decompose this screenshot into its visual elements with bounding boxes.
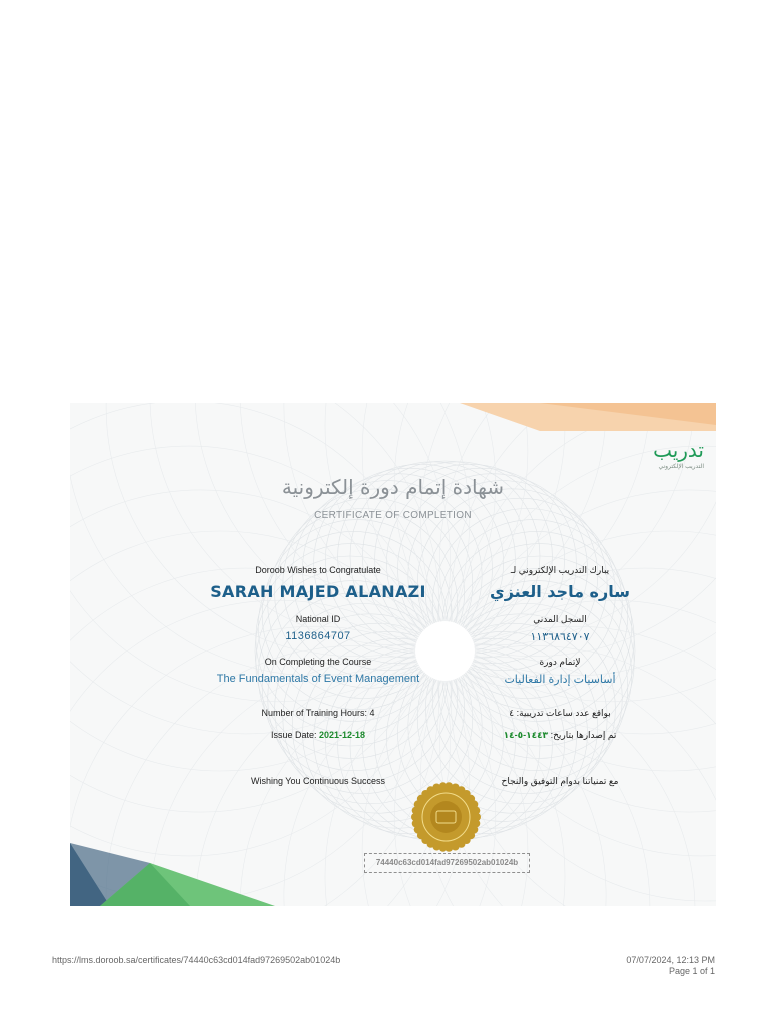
issue-date-value: 2021-12-18 [319, 730, 366, 740]
recipient-name-ar: ساره ماجد العنزي [490, 582, 630, 601]
footer-url: https://lms.doroob.sa/certificates/74440c63cd014fad97269502ab01024b [52, 955, 341, 965]
wishing-text: Wishing You Continuous Success [250, 776, 386, 786]
national-id-label: National ID [295, 614, 341, 624]
issue-date-value-ar: ١٤٤٣-٥-١٤ [503, 730, 549, 740]
issue-date-label-ar: تم إصدارها بتاريخ: [550, 730, 617, 740]
national-id-label-ar: السجل المدني [533, 614, 587, 624]
footer-print-info [626, 955, 715, 977]
gold-seal-icon [410, 781, 482, 853]
certificate-hash: 74440c63cd014fad97269502ab01024b [364, 853, 530, 873]
issue-date-row-ar [445, 730, 675, 741]
national-id-value-ar: ١١٣٦٨٦٤٧٠٧ [530, 631, 590, 643]
training-hours: Number of Training Hours: 4 [261, 708, 375, 718]
recipient-name-en: SARAH MAJED ALANAZI [210, 582, 426, 601]
national-id-value: 1136864707 [285, 630, 351, 642]
logo-text: تدريب [653, 438, 704, 462]
congratulate-label: Doroob Wishes to Congratulate [255, 565, 381, 575]
wishing-text-ar: مع تمنياتنا بدوام التوفيق والنجاح [501, 776, 619, 786]
certificate [70, 403, 716, 906]
congratulate-label-ar: يبارك التدريب الإلكتروني لـ [510, 565, 610, 575]
course-name-ar: أساسيات إدارة الفعاليات [504, 674, 616, 686]
certificate-title-ar: شهادة إتمام دورة إلكترونية [281, 475, 505, 499]
issue-date-label: Issue Date: [270, 730, 317, 740]
training-hours-ar: بواقع عدد ساعات تدريبية: ٤ [509, 708, 611, 718]
print-datetime: 07/07/2024, 12:13 PM [626, 955, 715, 965]
certificate-title-en: CERTIFICATE OF COMPLETION [314, 510, 472, 521]
completing-label-ar: لإتمام دورة [539, 657, 581, 667]
tadreeb-logo [653, 439, 704, 470]
page-number: Page 1 of 1 [668, 966, 715, 976]
course-name-en: The Fundamentals of Event Management [216, 673, 420, 685]
logo-subtext: التدريب الإلكتروني [658, 464, 704, 470]
issue-date-row [203, 730, 433, 740]
completing-label: On Completing the Course [264, 657, 372, 667]
